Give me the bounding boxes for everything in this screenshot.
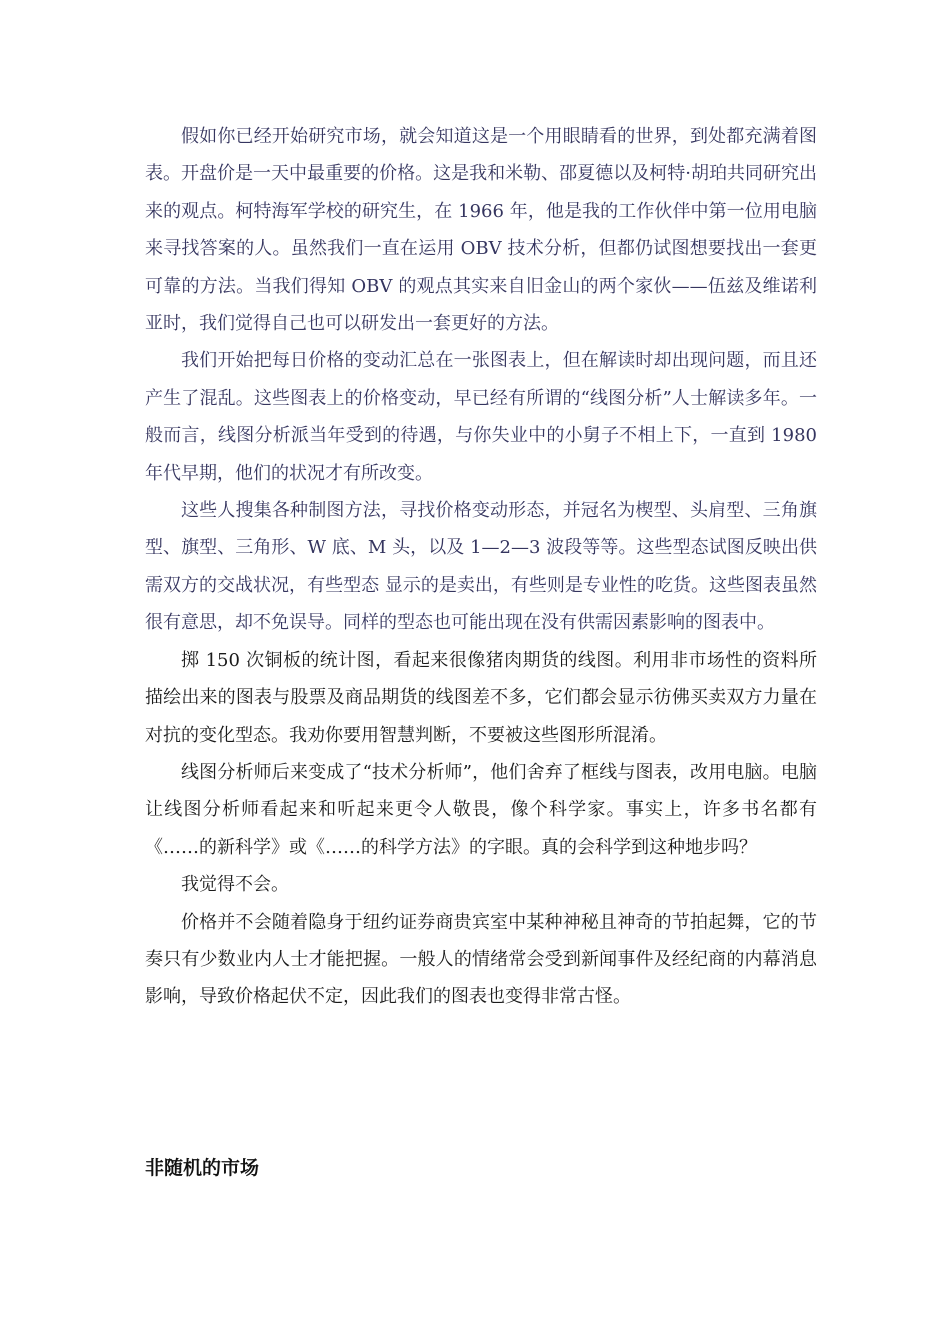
paragraph-5: 线图分析师后来变成了“技术分析师”，他们舍弃了框线与图表，改用电脑。电脑让线图分析师看起来和听起来更令人敬畏，像个科学家。事实上，许多书名都有《……的新科学》或《……的科学方法》的字眼。真的会科学到这种地步吗？ — [145, 761, 817, 858]
paragraph-3: 这些人搜集各种制图方法，寻找价格变动形态，并冠名为楔型、头肩型、三角旗型、旗型、三角形、W 底、M 头，以及 1—2—3 波段等等。这些型态试图反映出供需双方的交战状况，有些型态 显示的是卖出，有些则是专业性的吃货。这些图表虽然很有意思，却不免误导。同样的型态也可能出现在没有供需因素影响的图表中。 — [145, 500, 817, 634]
paragraph-7: 价格并不会随着隐身于纽约证券商贵宾室中某种神秘且神奇的节拍起舞，它的节奏只有少数业内人士才能把握。一般人的情绪常会受到新闻事件及经纪商的内幕消息影响，导致价格起伏不定，因此我们的图表也变得非常古怪。 — [145, 911, 817, 1008]
paragraph-4: 掷 150 次铜板的统计图，看起来很像猪肉期货的线图。利用非市场性的资料所描绘出来的图表与股票及商品期货的线图差不多，它们都会显示彷佛买卖双方力量在对抗的变化型态。我劝你要用智慧判断，不要被这些图形所混淆。 — [145, 649, 817, 746]
paragraph-6: 我觉得不会。 — [181, 874, 289, 896]
section-heading: 非随机的市场 — [145, 1157, 260, 1179]
paragraph-2: 我们开始把每日价格的变动汇总在一张图表上，但在解读时却出现问题，而且还产生了混乱。这些图表上的价格变动，早已经有所谓的“线图分析”人士解读多年。一般而言，线图分析派当年受到的待遇，与你失业中的小舅子不相上下，一直到 1980 年代早期，他们的状况才有所改变。 — [145, 350, 817, 484]
paragraph-1: 假如你已经开始研究市场，就会知道这是一个用眼睛看的世界，到处都充满着图表。开盘价是一天中最重要的价格。这是我和米勒、邵夏德以及柯特·胡珀共同研究出来的观点。柯特海军学校的研究生，在 1966 年，他是我的工作伙伴中第一位用电脑来寻找答案的人。虽然我们一直在运用 OBV 技术分析，但都仍试图想要找出一套更可靠的方法。当我们得知 OBV 的观点其实来自旧金山的两个家伙——伍兹及维诺利亚时，我们觉得自己也可以研发出一套更好的方法。 — [145, 126, 817, 335]
body-text — [145, 118, 817, 1016]
